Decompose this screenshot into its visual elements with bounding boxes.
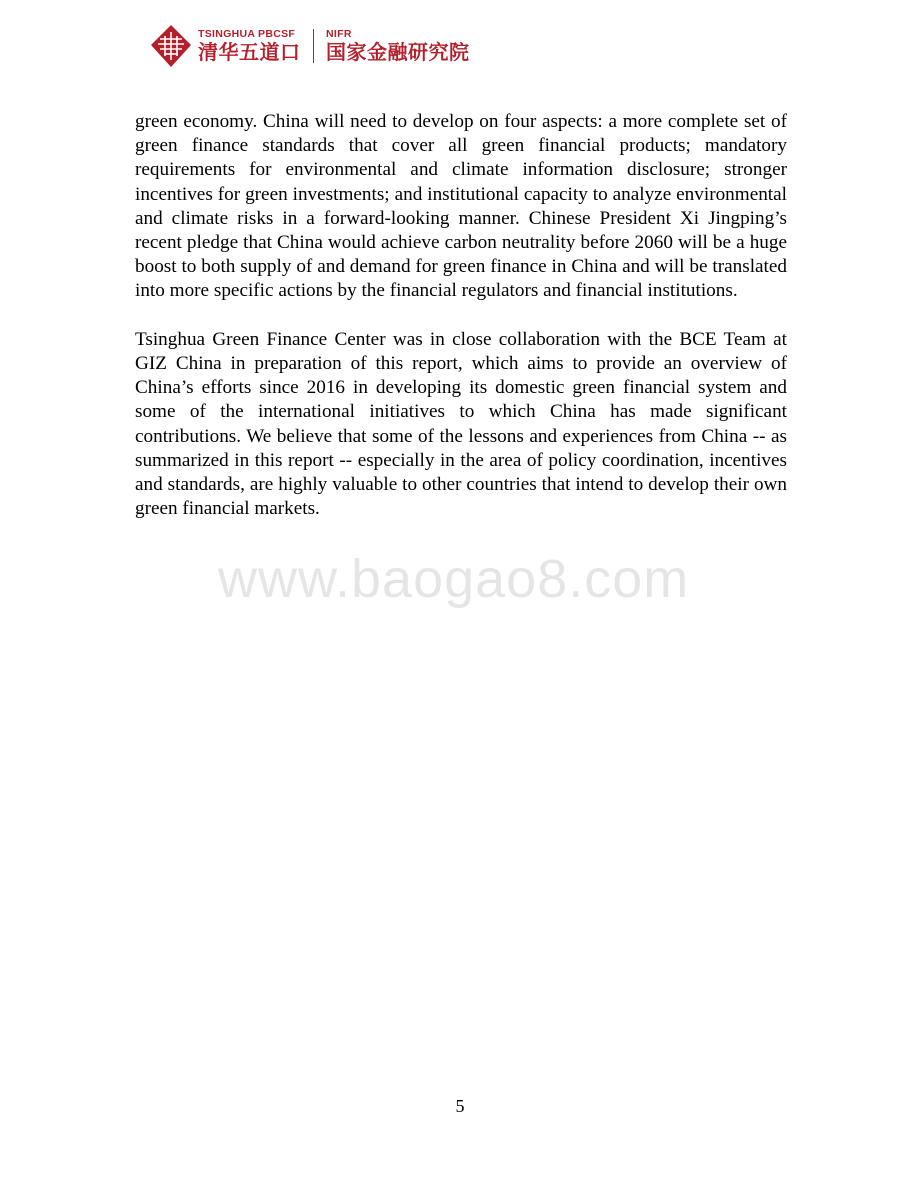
logo-divider xyxy=(313,29,315,63)
logo-right-text xyxy=(326,28,470,64)
header-logo xyxy=(150,22,470,70)
body-text xyxy=(135,110,787,546)
paragraph-1: green economy. China will need to develop on four aspects: a more complete set of green finance standards that cover all green financial products; mandatory requirements for environmental and climate information disclosure; stronger incentives for green investments; and institutional capacity to analyze environmental and climate risks in a forward-looking manner. Chinese President Xi Jingping’s recent pledge that China would achieve carbon neutrality before 2060 will be a huge boost to both supply of and demand for green finance in China and will be translated into more specific actions by the financial regulators and financial institutions. xyxy=(135,111,787,302)
logo-cn-left: 清华五道口 xyxy=(198,40,301,64)
logo-en-right: NIFR xyxy=(326,28,352,40)
page-number: 5 xyxy=(455,1096,465,1116)
logo-cn-right: 国家金融研究院 xyxy=(326,40,470,64)
pbcsf-emblem-icon xyxy=(150,24,192,68)
watermark-text: www.baogao8.com xyxy=(218,549,690,609)
logo-en-left: TSINGHUA PBCSF xyxy=(198,28,296,40)
paragraph-2: Tsinghua Green Finance Center was in close collaboration with the BCE Team at GIZ China in preparation of this report, which aims to provide an overview of China’s efforts since 2016 in developing its domestic green financial system and some of the international initiatives to which China has made significant contributions. We believe that some of the lessons and experiences from China -- as summarized in this report -- especially in the area of policy coordination, incentives and standards, are highly valuable to other countries that intend to develop their own green financial markets. xyxy=(135,328,787,520)
logo-left-text xyxy=(198,28,301,64)
